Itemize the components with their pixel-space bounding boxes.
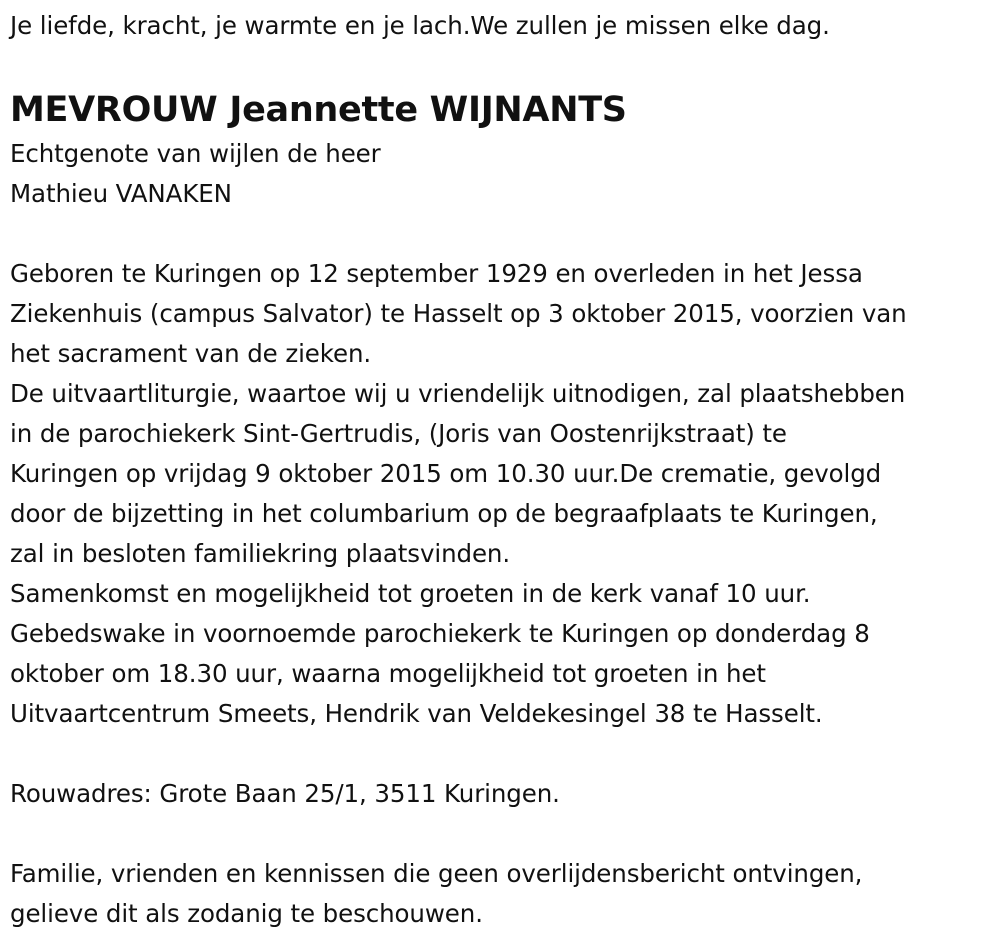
ceremony-details	[10, 254, 995, 734]
motto-text: Je liefde, kracht, je warmte en je lach.We zullen je missen elke dag.	[10, 11, 830, 40]
obituary-notice	[10, 0, 995, 934]
body-line: door de bijzetting in het columbarium op de begraafplaats te Kuringen,	[10, 499, 878, 528]
deceased-name: MEVROUW Jeannette WIJNANTS	[10, 90, 627, 130]
closing-note	[10, 854, 995, 934]
body-line: Gebedswake in voornoemde parochiekerk te Kuringen op donderdag 8	[10, 619, 870, 648]
body-line: Samenkomst en mogelijkheid tot groeten in de kerk vanaf 10 uur.	[10, 579, 811, 608]
body-line: Ziekenhuis (campus Salvator) te Hasselt op 3 oktober 2015, voorzien van	[10, 299, 907, 328]
spacer	[10, 814, 995, 854]
body-line: in de parochiekerk Sint-Gertrudis, (Joris van Oostenrijkstraat) te	[10, 419, 787, 448]
spacer	[10, 734, 995, 774]
spouse-info	[10, 134, 995, 214]
body-line: het sacrament van de zieken.	[10, 339, 372, 368]
spouse-line: Echtgenote van wijlen de heer	[10, 139, 381, 168]
body-line: Uitvaartcentrum Smeets, Hendrik van Veldekesingel 38 te Hasselt.	[10, 699, 823, 728]
mourning-address: Rouwadres: Grote Baan 25/1, 3511 Kuringen.	[10, 779, 560, 808]
body-line: Kuringen op vrijdag 9 oktober 2015 om 10.30 uur.De crematie, gevolgd	[10, 459, 882, 488]
closing-line: gelieve dit als zodanig te beschouwen.	[10, 899, 483, 928]
spacer	[10, 214, 995, 254]
closing-line: Familie, vrienden en kennissen die geen overlijdensbericht ontvingen,	[10, 859, 863, 888]
body-line: zal in besloten familiekring plaatsvinden.	[10, 539, 511, 568]
spouse-line: Mathieu VANAKEN	[10, 179, 232, 208]
body-line: Geboren te Kuringen op 12 september 1929 en overleden in het Jessa	[10, 259, 863, 288]
body-line: De uitvaartliturgie, waartoe wij u vriendelijk uitnodigen, zal plaatshebben	[10, 379, 906, 408]
body-line: oktober om 18.30 uur, waarna mogelijkheid tot groeten in het	[10, 659, 766, 688]
